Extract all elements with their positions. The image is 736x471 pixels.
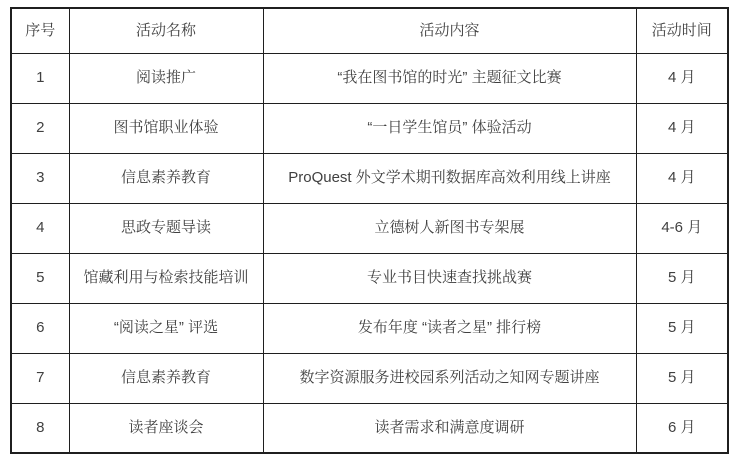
table-row [11, 253, 728, 303]
activity-schedule-table [10, 7, 729, 454]
cell-name: 信息素养教育 [69, 353, 263, 403]
column-header-index: 序号 [11, 8, 69, 53]
cell-time: 5 月 [636, 253, 728, 303]
cell-time: 6 月 [636, 403, 728, 453]
column-header-content: 活动内容 [263, 8, 636, 53]
cell-content: 读者需求和满意度调研 [263, 403, 636, 453]
cell-content: 专业书目快速查找挑战赛 [263, 253, 636, 303]
table-row [11, 203, 728, 253]
cell-name: 图书馆职业体验 [69, 103, 263, 153]
cell-name: 读者座谈会 [69, 403, 263, 453]
cell-time: 4 月 [636, 153, 728, 203]
table-body [11, 53, 728, 453]
header-row [11, 8, 728, 53]
cell-name: 阅读推广 [69, 53, 263, 103]
cell-time: 4 月 [636, 53, 728, 103]
column-header-name: 活动名称 [69, 8, 263, 53]
cell-time: 5 月 [636, 303, 728, 353]
cell-content: 发布年度 “读者之星” 排行榜 [263, 303, 636, 353]
cell-index: 4 [11, 203, 69, 253]
column-header-time: 活动时间 [636, 8, 728, 53]
cell-index: 7 [11, 353, 69, 403]
cell-index: 8 [11, 403, 69, 453]
cell-index: 2 [11, 103, 69, 153]
cell-index: 1 [11, 53, 69, 103]
table-row [11, 103, 728, 153]
cell-index: 3 [11, 153, 69, 203]
cell-name: 馆藏利用与检索技能培训 [69, 253, 263, 303]
cell-time: 4 月 [636, 103, 728, 153]
table-row [11, 303, 728, 353]
cell-content: ProQuest 外文学术期刊数据库高效利用线上讲座 [263, 153, 636, 203]
table-row [11, 53, 728, 103]
cell-content: “一日学生馆员” 体验活动 [263, 103, 636, 153]
cell-time: 4-6 月 [636, 203, 728, 253]
cell-name: 信息素养教育 [69, 153, 263, 203]
cell-content: 数字资源服务进校园系列活动之知网专题讲座 [263, 353, 636, 403]
cell-content: “我在图书馆的时光” 主题征文比赛 [263, 53, 636, 103]
cell-name: 思政专题导读 [69, 203, 263, 253]
cell-time: 5 月 [636, 353, 728, 403]
cell-content: 立德树人新图书专架展 [263, 203, 636, 253]
cell-index: 5 [11, 253, 69, 303]
table-row [11, 403, 728, 453]
table-row [11, 353, 728, 403]
table-row [11, 153, 728, 203]
cell-index: 6 [11, 303, 69, 353]
cell-name: “阅读之星” 评选 [69, 303, 263, 353]
